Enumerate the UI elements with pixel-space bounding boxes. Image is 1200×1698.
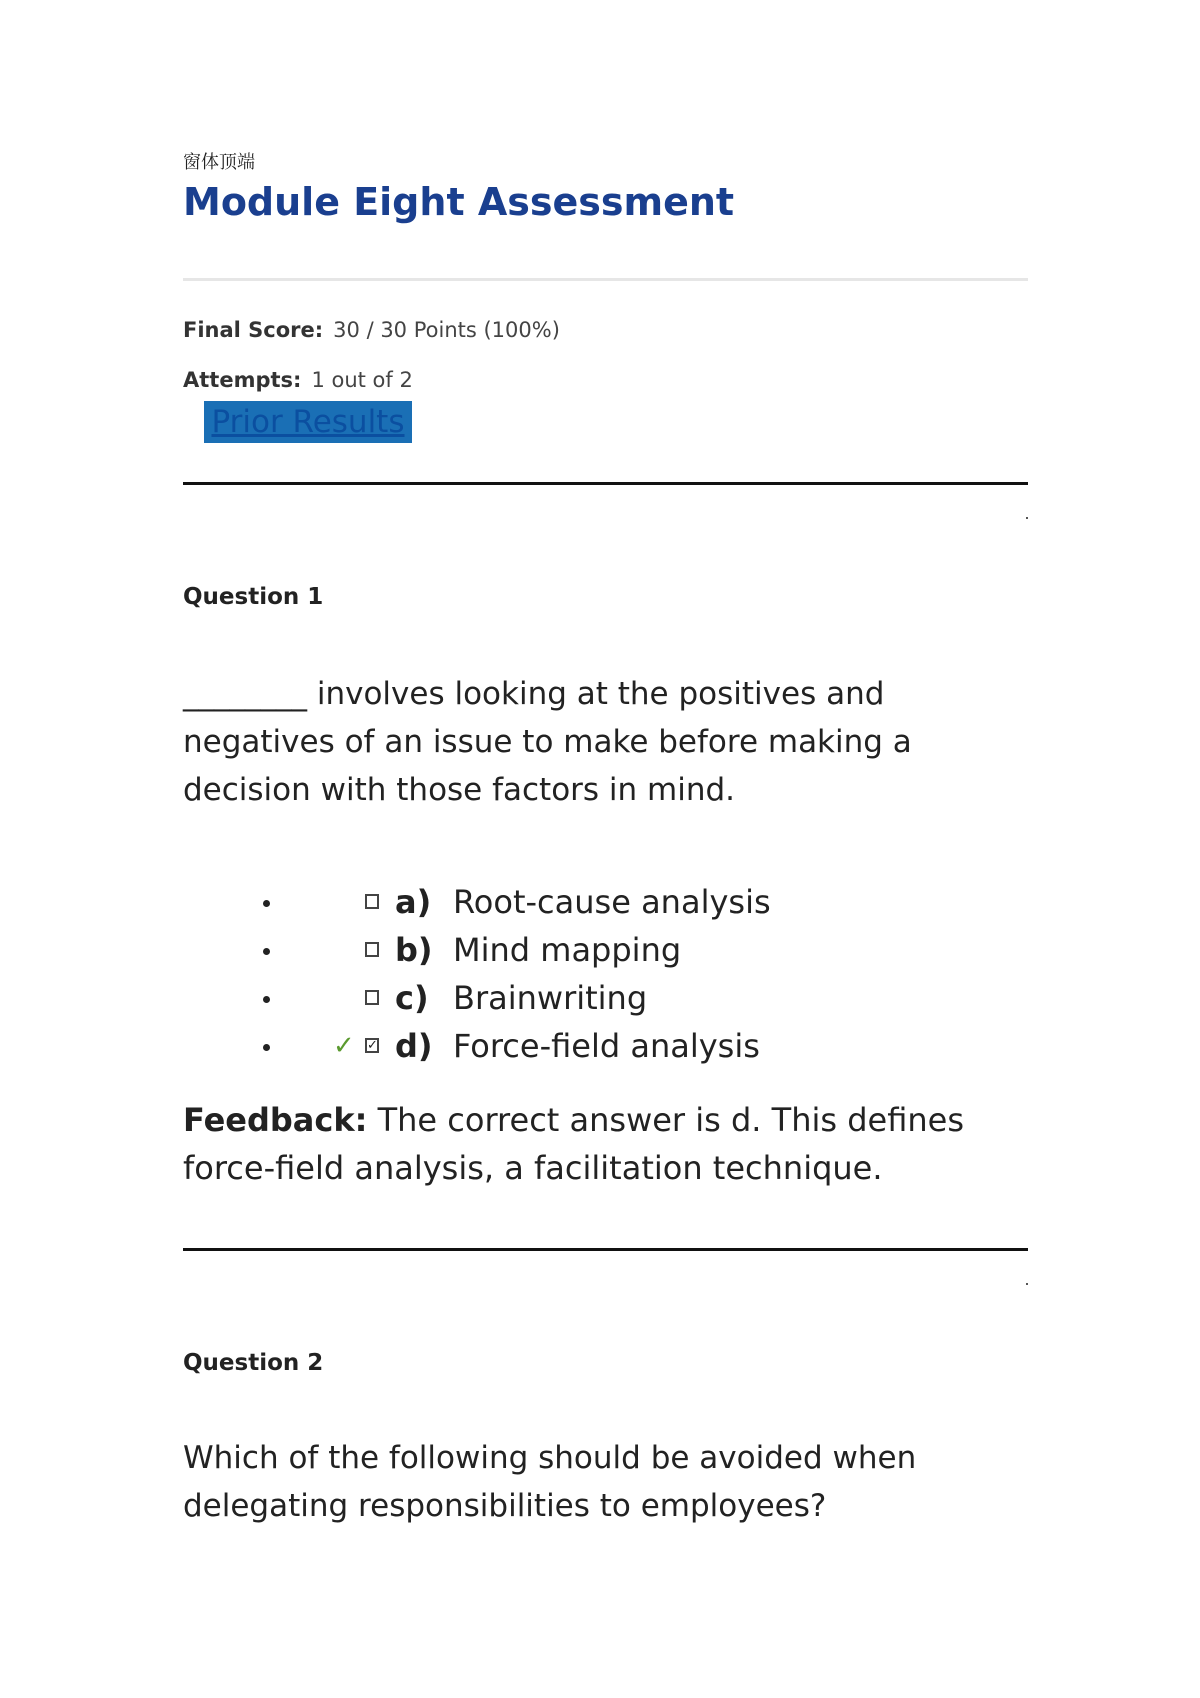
section-divider-2 [183,1248,1028,1251]
bullet-icon [263,996,270,1003]
attempts-value: 1 out of 2 [311,368,413,392]
checkbox-empty-icon[interactable] [365,990,379,1005]
title-divider [183,278,1028,281]
correct-check-icon: ✓ [333,1031,355,1061]
bullet-icon [263,948,270,955]
bullet-icon [263,900,270,907]
divider-dot-1 [1026,517,1028,519]
feedback-text: The correct answer is d. This defines force-field analysis, a facilitation technique. [183,1101,964,1187]
question-2-heading: Question 2 [183,1350,324,1376]
option-text: Brainwriting [453,979,648,1017]
prior-results-button[interactable]: Prior Results [204,401,412,443]
option-d[interactable] [183,1022,1028,1070]
option-c[interactable] [183,974,1028,1022]
question-1-text: ________ involves looking at the positives and negatives of an issue to make before making a decision with those factors in mind. [183,676,912,808]
option-letter: b) [395,931,433,969]
final-score-value: 30 / 30 Points (100%) [333,318,560,342]
section-divider-1 [183,482,1028,485]
feedback-label: Feedback: [183,1101,368,1139]
option-text: Mind mapping [453,931,682,969]
attempts-row [183,368,413,392]
divider-dot-2 [1026,1283,1028,1285]
bullet-icon [263,1044,270,1051]
final-score-row [183,318,560,342]
page-title: Module Eight Assessment [183,180,735,224]
checkbox-checked-icon[interactable]: ✓ [367,1038,378,1053]
checkbox-empty-icon[interactable] [365,942,379,957]
option-b[interactable] [183,926,1028,974]
option-a[interactable] [183,878,1028,926]
option-letter: d) [395,1027,433,1065]
option-letter: c) [395,979,429,1017]
question-2-text: Which of the following should be avoided when delegating responsibilities to employees? [183,1440,917,1524]
option-letter: a) [395,883,432,921]
question-1-feedback [183,1096,1028,1192]
form-top-label: 窗体顶端 [183,152,255,173]
option-text: Root-cause analysis [453,883,771,921]
question-1-options [183,878,1028,1070]
attempts-label: Attempts: [183,368,302,392]
checkbox-empty-icon[interactable] [365,894,379,909]
option-text: Force-field analysis [453,1027,760,1065]
question-1-heading: Question 1 [183,584,324,610]
final-score-label: Final Score: [183,318,324,342]
